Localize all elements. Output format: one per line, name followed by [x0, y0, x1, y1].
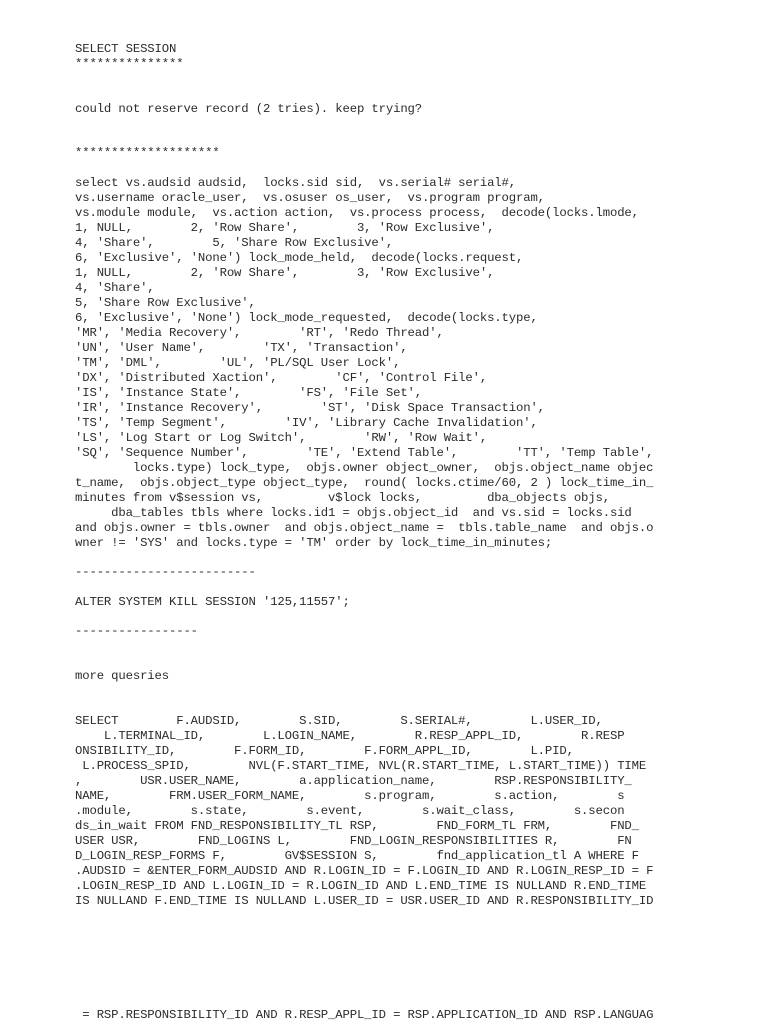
query-line: dba_tables tbls where locks.id1 = objs.object_id and vs.sid = locks.sid [75, 506, 632, 520]
query-line: minutes from v$session vs, v$lock locks, dba_objects objs, [75, 491, 610, 505]
query-line: 'UN', 'User Name', 'TX', 'Transaction', [75, 341, 408, 355]
query-line: 1, NULL, 2, 'Row Share', 3, 'Row Exclusive', [75, 221, 495, 235]
query-line: = RSP.RESPONSIBILITY_ID AND R.RESP_APPL_ID = RSP.APPLICATION_ID AND RSP.LANGUAG [75, 1008, 654, 1022]
query-line: locks.type) lock_type, objs.owner object_owner, objs.object_name objec [75, 461, 654, 475]
query-line: 1, NULL, 2, 'Row Share', 3, 'Row Exclusive', [75, 266, 495, 280]
query-line: and objs.owner = tbls.owner and objs.object_name = tbls.table_name and objs.o [75, 521, 654, 535]
heading-select-session: SELECT SESSION [75, 42, 177, 56]
query-line: vs.username oracle_user, vs.osuser os_user, vs.program program, [75, 191, 545, 205]
query-line: 'MR', 'Media Recovery', 'RT', 'Redo Thread', [75, 326, 444, 340]
query-line: select vs.audsid audsid, locks.sid sid, vs.serial# serial#, [75, 176, 516, 190]
query-line: D_LOGIN_RESP_FORMS F, GV$SESSION S, fnd_application_tl A WHERE F [75, 849, 639, 863]
query-line: ONSIBILITY_ID, F.FORM_ID, F.FORM_APPL_ID, L.PID, [75, 744, 574, 758]
asterisk-divider: ******************** [75, 146, 220, 160]
kill-session-command: ALTER SYSTEM KILL SESSION '125,11557'; [75, 595, 350, 609]
query-line: ds_in_wait FROM FND_RESPONSIBILITY_TL RSP, FND_FORM_TL FRM, FND_ [75, 819, 639, 833]
query-line: t_name, objs.object_type object_type, round( locks.ctime/60, 2 ) lock_time_in_ [75, 476, 654, 490]
query-line: vs.module module, vs.action action, vs.process process, decode(locks.lmode, [75, 206, 639, 220]
asterisk-divider: *************** [75, 57, 184, 71]
query-line: L.PROCESS_SPID, NVL(F.START_TIME, NVL(R.START_TIME, L.START_TIME)) TIME [75, 759, 647, 773]
query-line: 'TM', 'DML', 'UL', 'PL/SQL User Lock', [75, 356, 401, 370]
query-line: NAME, FRM.USER_FORM_NAME, s.program, s.action, s [75, 789, 625, 803]
query-line: 4, 'Share', [75, 281, 155, 295]
query-line: 'IR', 'Instance Recovery', 'ST', 'Disk Space Transaction', [75, 401, 545, 415]
query-line: USER USR, FND_LOGINS L, FND_LOGIN_RESPONSIBILITIES R, FN [75, 834, 632, 848]
query-line: 6, 'Exclusive', 'None') lock_mode_requested, decode(locks.type, [75, 311, 538, 325]
section-label-more-queries: more quesries [75, 669, 169, 683]
query-line: .module, s.state, s.event, s.wait_class, s.secon [75, 804, 625, 818]
query-line: 'IS', 'Instance State', 'FS', 'File Set', [75, 386, 423, 400]
dash-divider: ----------------- [75, 624, 198, 638]
query-line: 'LS', 'Log Start or Log Switch', 'RW', 'Row Wait', [75, 431, 488, 445]
query-line: .AUDSID = &ENTER_FORM_AUDSID AND R.LOGIN_ID = F.LOGIN_ID AND R.LOGIN_RESP_ID = F [75, 864, 654, 878]
query-line: 4, 'Share', 5, 'Share Row Exclusive', [75, 236, 394, 250]
query-line: 'SQ', 'Sequence Number', 'TE', 'Extend Table', 'TT', 'Temp Table', [75, 446, 654, 460]
query-line: wner != 'SYS' and locks.type = 'TM' order by lock_time_in_minutes; [75, 536, 553, 550]
query-line: 6, 'Exclusive', 'None') lock_mode_held, decode(locks.request, [75, 251, 524, 265]
status-message: could not reserve record (2 tries). keep trying? [75, 102, 423, 116]
query-line: IS NULLAND F.END_TIME IS NULLAND L.USER_ID = USR.USER_ID AND R.RESPONSIBILITY_ID [75, 894, 654, 908]
query-line: 'TS', 'Temp Segment', 'IV', 'Library Cache Invalidation', [75, 416, 538, 430]
query-line: .LOGIN_RESP_ID AND L.LOGIN_ID = R.LOGIN_ID AND L.END_TIME IS NULLAND R.END_TIME [75, 879, 647, 893]
query-line: 'DX', 'Distributed Xaction', 'CF', 'Control File', [75, 371, 488, 385]
query-line: , USR.USER_NAME, a.application_name, RSP.RESPONSIBILITY_ [75, 774, 632, 788]
query-line: SELECT F.AUDSID, S.SID, S.SERIAL#, L.USER_ID, [75, 714, 603, 728]
query-line: L.TERMINAL_ID, L.LOGIN_NAME, R.RESP_APPL_ID, R.RESP [75, 729, 625, 743]
dash-divider: ------------------------- [75, 565, 256, 579]
query-line: 5, 'Share Row Exclusive', [75, 296, 256, 310]
